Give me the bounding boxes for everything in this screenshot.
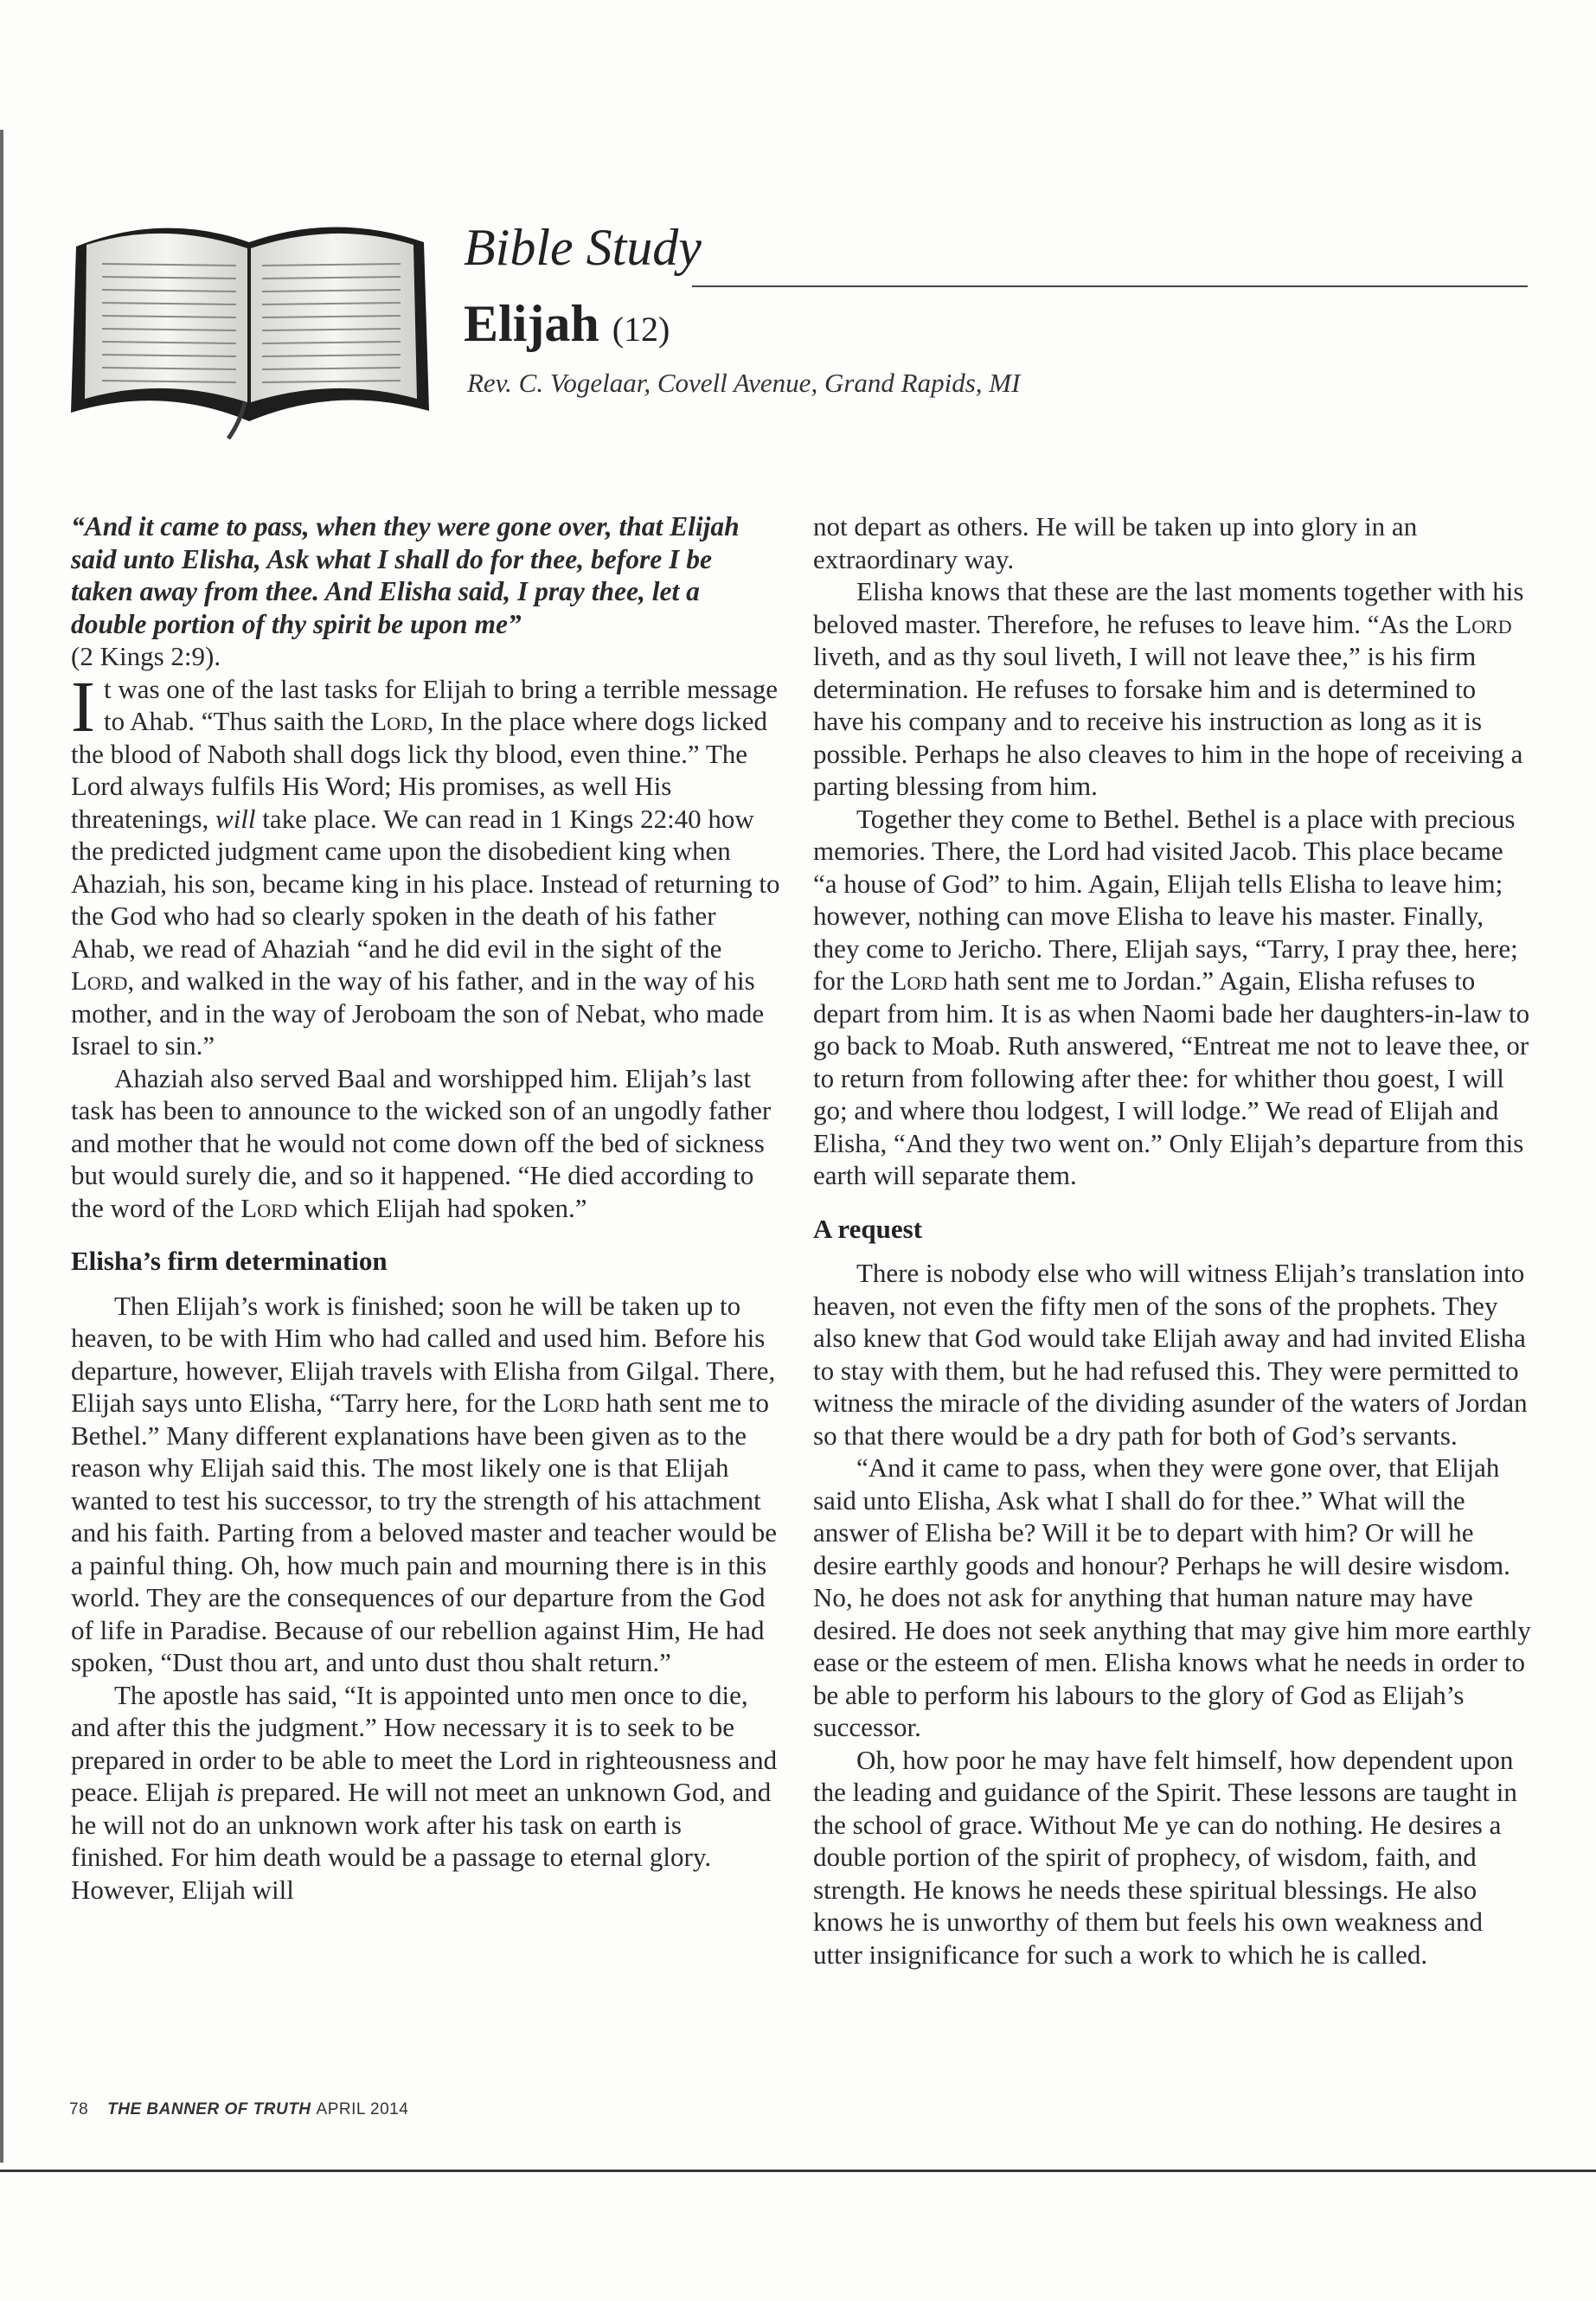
- paragraph: It was one of the last tasks for Elijah to bring a terrible message to Ahab. “Thus saith the Lord, In the place where dogs licked the blood of Naboth shall dogs lick thy blood, even thine.” The Lord always fulfils His Word; His promises, as well His threatenings, will take place. We can read in 1 Kings 22:40 how the predicted judgment came upon the disobedient king when Ahaziah, his son, became king in his place. Instead of returning to the God who had so clearly spoken in the death of his father Ahab, we read of Ahaziah “and he did evil in the sight of the Lord, and walked in the way of his father, and in the way of his mother, and in the way of Jeroboam the son of Nebat, who made Israel to sin.”: [71, 666, 780, 1061]
- kicker-rule: [692, 285, 1528, 287]
- open-bible-illustration: [67, 195, 431, 441]
- section-heading: Elisha’s firm determination: [71, 1246, 388, 1276]
- section-kicker: Bible Study: [464, 219, 702, 276]
- scripture-reference: (2 Kings 2:9).: [71, 641, 221, 671]
- article-title: [464, 294, 670, 354]
- drop-cap: I: [71, 666, 95, 747]
- paragraph: Oh, how poor he may have felt himself, how dependent upon the leading and guidance of the Spirit. These lessons are taught in the school of grace. Without Me ye can do nothing. He desires a double portion of the spirit of prophecy, of wisdom, faith, and strength. He knows he needs these spiritual blessings. He also knows he is unworthy of them but feels his own weakness and utter insignificance for such a work to which he is called.: [813, 1744, 1517, 1970]
- paragraph: Ahaziah also served Baal and worshipped him. Elijah’s last task has been to announce to the wicked son of an ungodly father and mother that he would not come down off the bed of sickness but would surely die, and so it happened. “He died according to the word of the Lord which Elijah had spoken.”: [71, 1062, 772, 1223]
- title-text: Elijah: [464, 295, 599, 352]
- page-number: 78: [69, 2100, 89, 2118]
- scripture-quote: “And it came to pass, when they were gone over, that Elijah said unto Elisha, Ask what I shall do for thee, before I be taken away from thee. And Elisha said, I pray thee, let a double portion of thy spirit be upon me”: [71, 511, 740, 639]
- bottom-rule: [0, 2170, 1596, 2172]
- publication-name: THE BANNER OF TRUTH: [107, 2100, 311, 2118]
- issue-date: APRIL 2014: [316, 2100, 409, 2118]
- paragraph: Elisha knows that these are the last moments together with his beloved master. Therefore, he refuses to leave him. “As the Lord liveth, and as thy soul liveth, I will not leave thee,” is his firm determination. He refuses to forsake him and is determined to have his company and to receive his instruction as long as it is possible. Perhaps he also cleaves to him in the hope of receiving a parting blessing from him.: [813, 576, 1524, 801]
- paragraph-continued: not depart as others. He will be taken up into glory in an extraordinary way.: [813, 511, 1418, 574]
- paragraph: Together they come to Bethel. Bethel is a place with precious memories. There, the Lord had visited Jacob. This place became “a house of God” to him. Again, Elijah tells Elisha to leave him; however, nothing can move Elisha to leave his master. Finally, they come to Jericho. There, Elijah says, “Tarry, I pray thee, here; for the Lord hath sent me to Jordan.” Again, Elisha refuses to depart from him. It is as when Naomi bade her daughters-in-law to go back to Moab. Ruth answered, “Entreat me not to leave thee, or to return from following after thee: for whither thou goest, I will go; and where thou lodgest, I will lodge.” We read of Elijah and Elisha, “And they two went on.” Only Elijah’s departure from this earth will separate them.: [813, 803, 1530, 1190]
- page-footer: [69, 2100, 408, 2119]
- left-margin-rule: [0, 130, 3, 2163]
- section-heading: A request: [813, 1213, 923, 1244]
- paragraph: Then Elijah’s work is finished; soon he will be taken up to heaven, to be with Him who had called and used him. Before his departure, however, Elijah travels with Elisha from Gilgal. There, Elijah says unto Elisha, “Tarry here, for the Lord hath sent me to Bethel.” Many different explanations have been given as to the reason why Elijah said this. The most likely one is that Elijah wanted to test his successor, to try the strength of his attachment and his faith. Parting from a beloved master and teacher would be a painful thing. Oh, how much pain and mourning there is in this world. They are the consequences of our departure from the God of life in Paradise. Because of our rebellion against Him, He had spoken, “Dust thou art, and unto dust thou shalt return.”: [71, 1290, 778, 1677]
- paragraph: There is nobody else who will witness Elijah’s translation into heaven, not even the fifty men of the sons of the prophets. They also knew that God would take Elijah away and had invited Elisha to stay with them, but he had refused this. They were permitted to witness the miracle of the dividing asunder of the waters of Jordan so that there would be a dry path for both of God’s servants.: [813, 1258, 1528, 1451]
- paragraph: The apostle has said, “It is appointed unto men once to die, and after this the judgment.” How necessary it is to seek to be prepared in order to be able to meet the Lord in righteousness and peace. Elijah is prepared. He will not meet an unknown God, and he will not do an unknown work after his task on earth is finished. For him death would be a passage to eternal glory. However, Elijah will: [71, 1679, 778, 1905]
- paragraph: “And it came to pass, when they were gone over, that Elijah said unto Elisha, Ask what I shall do for thee.” What will the answer of Elisha be? Will it be to depart with him? Or will he desire earthly goods and honour? Perhaps he will desire wisdom. No, he does not ask for anything that human nature may have desired. He does not seek anything that may give him more earthly ease or the esteem of men. Elisha knows what he needs in order to be able to perform his labours to the glory of God as Elijah’s successor.: [813, 1452, 1531, 1742]
- author-byline: Rev. C. Vogelaar, Covell Avenue, Grand Rapids, MI: [467, 368, 1021, 398]
- left-column: [71, 510, 780, 1906]
- title-number: (12): [612, 310, 670, 349]
- right-column: [813, 510, 1533, 1971]
